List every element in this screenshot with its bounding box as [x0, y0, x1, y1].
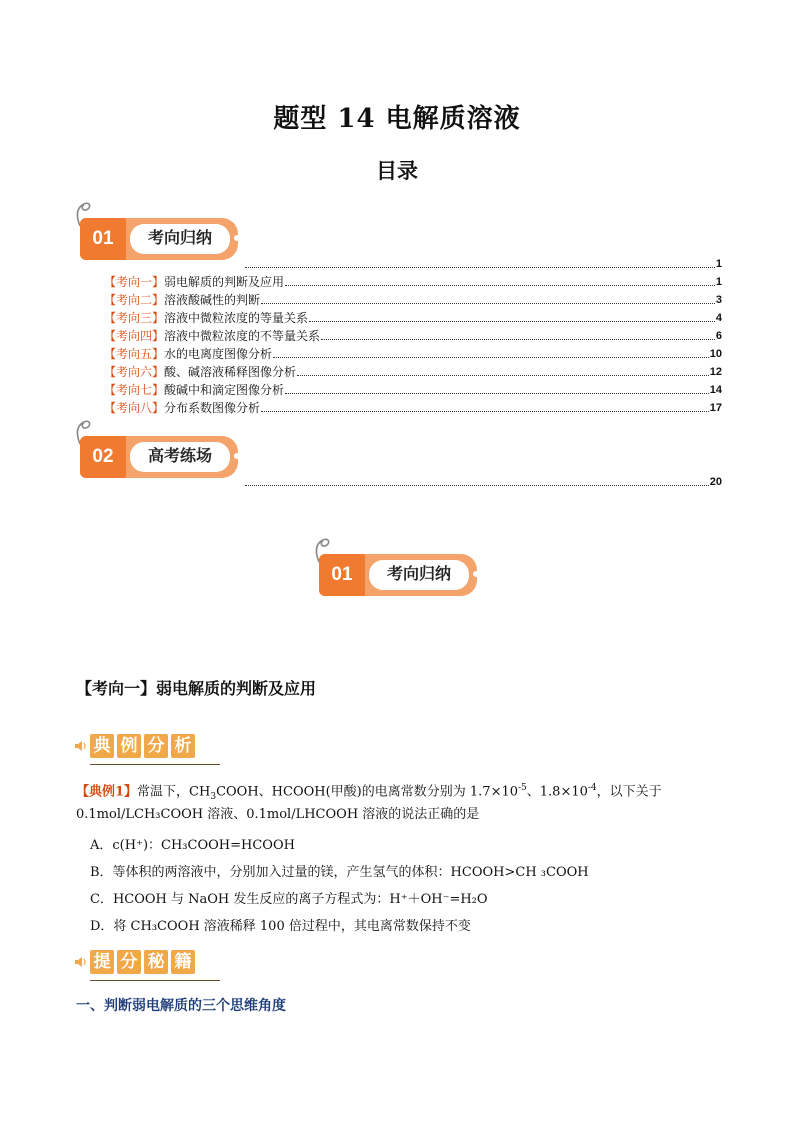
- scoring-tips-tag: [74, 950, 198, 974]
- toc-title: 目录: [376, 158, 418, 183]
- speaker-icon: [74, 955, 88, 969]
- toc-page: 1: [715, 258, 722, 270]
- subscript: 3: [210, 791, 217, 802]
- toc-item[interactable]: [104, 346, 722, 362]
- toc-item-label: 分布系数图像分析: [164, 401, 261, 415]
- tag-underline: [90, 764, 220, 765]
- toc-item-label: 溶液中微粒浓度的不等量关系: [164, 329, 321, 343]
- toc-item[interactable]: [104, 274, 722, 290]
- toc-leader: [321, 338, 715, 340]
- toc-leader: [245, 484, 709, 486]
- badge-label: 考向归纳: [130, 224, 230, 254]
- badge-number: 01: [319, 554, 365, 596]
- toc-item-tag: 【考向六】: [104, 365, 165, 379]
- toc-item-tag: 【考向一】: [104, 275, 165, 289]
- example-text-a: 常温下，CH: [137, 784, 211, 800]
- toc-item-label: 酸、碱溶液稀释图像分析: [164, 365, 297, 379]
- tag-char: 籍: [171, 950, 195, 974]
- speaker-icon: [74, 739, 88, 753]
- toc-item-label: 溶液酸碱性的判断: [164, 293, 261, 307]
- badge-label: 考向归纳: [369, 560, 469, 590]
- tag-char: 析: [171, 734, 195, 758]
- toc-item-label: 酸碱中和滴定图像分析: [164, 383, 285, 397]
- tag-char: 分: [144, 734, 168, 758]
- toc-page: 20: [709, 476, 722, 488]
- toc-page: 12: [709, 366, 722, 378]
- superscript: -5: [518, 783, 527, 793]
- toc-leader: [285, 392, 709, 394]
- example-line-2: 0.1mol/LCH₃COOH 溶液、0.1mol/LHCOOH 溶液的说法正确的是: [76, 807, 480, 822]
- badge-dot: [234, 453, 240, 459]
- page-title: 题型 14 电解质溶液: [273, 104, 521, 134]
- tag-char: 典: [90, 734, 114, 758]
- toc-page: 10: [709, 348, 722, 360]
- option-d[interactable]: D．将 CH₃COOH 溶液稀释 100 倍过程中，其电离常数保持不变: [90, 919, 471, 934]
- toc-leader: [297, 374, 709, 376]
- toc-page: 17: [709, 402, 722, 414]
- toc-item[interactable]: [104, 400, 722, 416]
- section-badge-1[interactable]: [80, 210, 242, 262]
- example-label: 【典例1】: [76, 784, 138, 800]
- toc-item[interactable]: [104, 328, 722, 344]
- option-c[interactable]: C．HCOOH 与 NaOH 发生反应的离子方程式为：H⁺＋OH⁻=H₂O: [90, 892, 488, 907]
- tag-char: 例: [117, 734, 141, 758]
- superscript: -4: [587, 783, 597, 793]
- option-a[interactable]: A．c(H⁺)：CH₃COOH=HCOOH: [90, 838, 295, 853]
- tag-underline: [90, 980, 220, 981]
- toc-item[interactable]: [104, 364, 722, 380]
- toc-item[interactable]: [104, 292, 722, 308]
- option-b[interactable]: B．等体积的两溶液中，分别加入过量的镁，产生氢气的体积：HCOOH>CH ₃COOH: [90, 865, 589, 880]
- toc-item-label: 水的电离度图像分析: [164, 347, 273, 361]
- badge-dot: [473, 571, 479, 577]
- toc-leader: [261, 302, 715, 304]
- toc-section2-line[interactable]: [244, 474, 722, 490]
- toc-leader: [245, 266, 715, 268]
- toc-page: 6: [715, 330, 722, 342]
- toc-leader: [273, 356, 709, 358]
- toc-item-tag: 【考向四】: [104, 329, 165, 343]
- toc-leader: [261, 410, 709, 412]
- toc-page: 14: [709, 384, 722, 396]
- blue-subheading: 一、判断弱电解质的三个思维角度: [76, 998, 286, 1014]
- tag-char: 提: [90, 950, 114, 974]
- example-analysis-tag: [74, 734, 198, 758]
- toc-item[interactable]: [104, 310, 722, 326]
- badge-number: 01: [80, 218, 126, 260]
- example-text-d: ，以下关于: [596, 784, 662, 800]
- toc-item-tag: 【考向五】: [104, 347, 165, 361]
- example-text-b: COOH、HCOOH(甲酸)的电离常数分别为 1.7×10: [216, 784, 518, 800]
- section-heading: 【考向一】弱电解质的判断及应用: [76, 679, 317, 698]
- badge-label: 高考练场: [130, 442, 230, 472]
- toc-item-tag: 【考向七】: [104, 383, 165, 397]
- toc-item-label: 溶液中微粒浓度的等量关系: [164, 311, 309, 325]
- toc-section1-line[interactable]: [244, 256, 722, 272]
- toc-item-tag: 【考向三】: [104, 311, 165, 325]
- tag-char: 分: [117, 950, 141, 974]
- section-badge-2[interactable]: [80, 428, 242, 480]
- toc-page: 4: [715, 312, 722, 324]
- section-badge-3: [319, 546, 481, 598]
- toc-item-tag: 【考向八】: [104, 401, 165, 415]
- badge-number: 02: [80, 436, 126, 478]
- toc-item-tag: 【考向二】: [104, 293, 165, 307]
- badge-dot: [234, 235, 240, 241]
- toc-page: 3: [715, 294, 722, 306]
- example-text-c: 、1.8×10: [526, 784, 588, 800]
- tag-char: 秘: [144, 950, 168, 974]
- toc-page: 1: [715, 276, 722, 288]
- toc-item[interactable]: [104, 382, 722, 398]
- toc-leader: [309, 320, 715, 322]
- toc-leader: [285, 284, 715, 286]
- toc-item-label: 弱电解质的判断及应用: [164, 275, 285, 289]
